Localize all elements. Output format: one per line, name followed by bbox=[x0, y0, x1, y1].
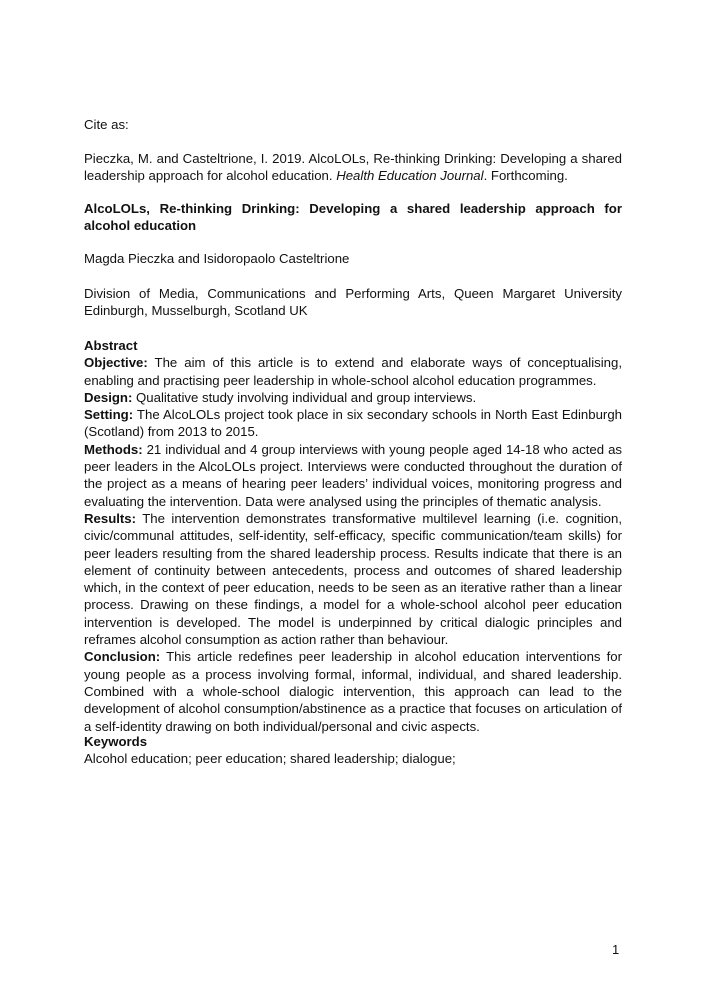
abstract-results bbox=[84, 510, 622, 648]
abstract-heading: Abstract bbox=[84, 338, 138, 353]
abstract bbox=[84, 337, 622, 735]
keywords bbox=[84, 733, 622, 768]
citation-tail: . Forthcoming. bbox=[483, 168, 568, 184]
affiliation: Division of Media, Communications and Performing Arts, Queen Margaret University Edinburgh, Musselburgh, Scotland UK bbox=[84, 286, 622, 319]
section-label: Methods: bbox=[84, 441, 143, 457]
authors: Magda Pieczka and Isidoropaolo Casteltrione bbox=[84, 251, 350, 266]
section-text: The AlcoLOLs project took place in six secondary schools in North East Edinburgh (Scotland) from 2013 to 2015. bbox=[84, 407, 622, 440]
section-label: Results: bbox=[84, 510, 137, 526]
citation-text: Pieczka, M. and Casteltrione, I. 2019. AlcoLOLs, Re-thinking Drinking: Developing a shared leadership approach for alcohol education. bbox=[84, 151, 622, 184]
keywords-text: Alcohol education; peer education; shared leadership; dialogue; bbox=[84, 751, 456, 767]
abstract-methods bbox=[84, 441, 622, 510]
section-label: Conclusion: bbox=[84, 649, 161, 665]
section-text: Qualitative study involving individual and group interviews. bbox=[132, 389, 477, 405]
abstract-objective bbox=[84, 354, 622, 389]
page-number: 1 bbox=[612, 942, 620, 957]
section-text: 21 individual and 4 group interviews with young people aged 14-18 who acted as peer leaders in the AlcoLOLs project. Interviews were conducted throughout the duration of the project as a means of hearing peer leaders’ individual voices, monitoring progress and evaluating the intervention. Data were analysed using the principles of thematic analysis. bbox=[84, 441, 622, 509]
abstract-conclusion bbox=[84, 648, 622, 734]
abstract-design bbox=[84, 389, 622, 406]
citation bbox=[84, 150, 622, 185]
section-label: Objective: bbox=[84, 355, 148, 371]
cite-label: Cite as: bbox=[84, 117, 129, 132]
citation-journal: Health Education Journal bbox=[336, 168, 484, 184]
abstract-setting bbox=[84, 406, 622, 441]
section-label: Design: bbox=[84, 389, 133, 405]
section-label: Setting: bbox=[84, 407, 134, 423]
section-text: This article redefines peer leadership in alcohol education interventions for young people as a process involving formal, informal, individual, and shared leadership. Combined with a whole-school dialogic intervention, this approach can lead to the development of alcohol consumption/abstinence as a practice that focuses on articulation of a self-identity drawing on both individual/personal and civic aspects. bbox=[84, 649, 622, 734]
section-text: The intervention demonstrates transformative multilevel learning (i.e. cognition, civic/communal attitudes, self-identity, self-efficacy, specific communication/team skills) for peer leaders resulting from the shared leadership process. Results indicate that there is an element of continuity between antecedents, process and outcomes of shared leadership which, in the context of peer education, needs to be seen as an iterative rather than a linear process. Drawing on these findings, a model for a whole-school alcohol peer education intervention is developed. The model is underpinned by critical dialogic principles and reframes alcohol consumption as action rather than behaviour. bbox=[84, 510, 622, 648]
section-text: The aim of this article is to extend and elaborate ways of conceptualising, enabling and practising peer leadership in whole-school alcohol education programmes. bbox=[84, 355, 622, 388]
keywords-heading: Keywords bbox=[84, 734, 148, 749]
paper-title: AlcoLOLs, Re-thinking Drinking: Developing a shared leadership approach for alcohol education bbox=[84, 201, 622, 234]
